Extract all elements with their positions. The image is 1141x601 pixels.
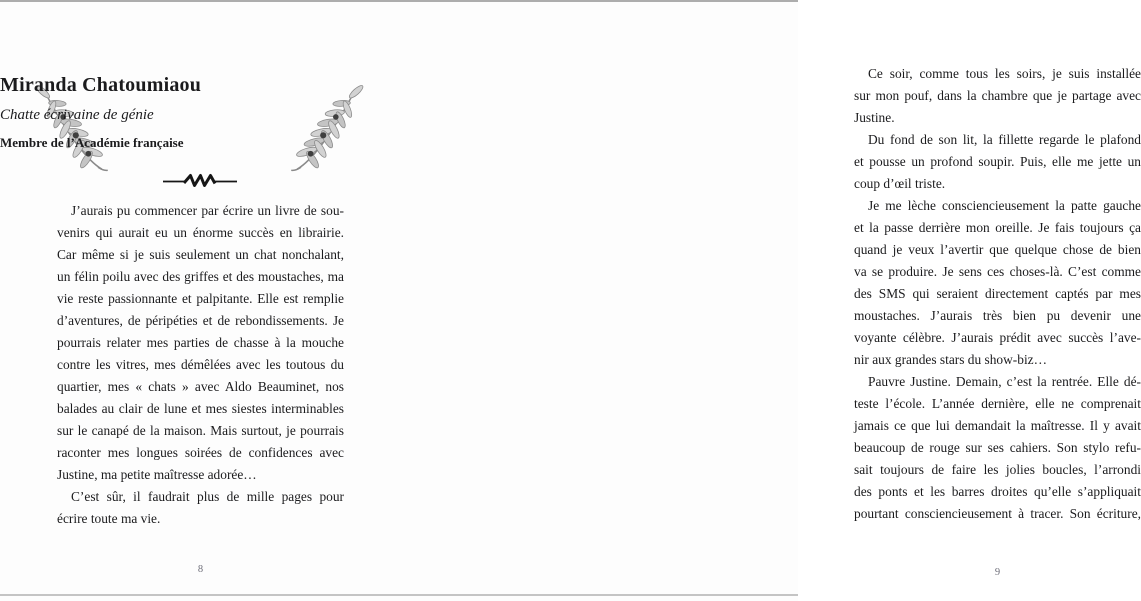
- text-line: et la passe derrière mon oreille. Je fais toujours ça: [854, 220, 1141, 235]
- text-line: Ce soir, comme tous les soirs, je suis installée: [868, 66, 1141, 81]
- right-page-text: [854, 63, 1141, 525]
- text-line: écrire toute ma vie.: [57, 511, 161, 526]
- olive-branch-left-icon: [28, 84, 110, 176]
- text-line: va se produire. Je sens ces choses-là. C’est comme: [854, 264, 1141, 279]
- text-line: moustaches. J’aurais très bien pu devenir une: [854, 308, 1141, 323]
- text-line: contre les vitres, mes démêlées avec les toutous du: [57, 357, 344, 372]
- text-line: Je me lèche consciencieusement la patte gauche: [868, 198, 1141, 213]
- rope-knot-divider-icon: [161, 172, 239, 190]
- text-line: venirs qui aurait eu un énorme succès en librairie.: [57, 225, 344, 240]
- text-line: sur mon pouf, dans la chambre que je partage avec: [854, 88, 1141, 103]
- text-line: quartier, mes « chats » avec Aldo Beauminet, nos: [57, 379, 344, 394]
- text-line: des ponts et les barres droites qu’elle s’appliquait: [854, 484, 1141, 499]
- text-line: Du fond de son lit, la fillette regarde le plafond: [868, 132, 1141, 147]
- text-line: pourrais relater mes parties de chasse à la mouche: [57, 335, 344, 350]
- text-line: sur le canapé de la maison. Mais surtout, je pourrais: [57, 423, 344, 438]
- paragraph: [854, 195, 1141, 371]
- text-line: coup d’œil triste.: [854, 176, 946, 191]
- text-line: des SMS qui seraient directement captés par mes: [854, 286, 1141, 301]
- left-page-text: [57, 200, 344, 530]
- page-number-right: 9: [994, 567, 1001, 578]
- text-line: J’aurais pu commencer par écrire un livre de sou-: [71, 203, 344, 218]
- olive-branch-right-icon: [289, 84, 371, 176]
- text-line: Justine, ma petite maîtresse adorée…: [57, 467, 257, 482]
- author-role: Chatte écrivaine de génie: [0, 107, 154, 123]
- text-line: Pauvre Justine. Demain, c’est la rentrée. Elle dé-: [868, 374, 1141, 389]
- text-line: voyante célèbre. J’aurais prédit avec succès l’ave-: [854, 330, 1141, 345]
- text-line: nir aux grandes stars du show-biz…: [854, 352, 1048, 367]
- text-line: raconter mes longues soirées de confidences avec: [57, 445, 344, 460]
- text-line: sait toujours de faire les jolies boucles, l’arrondi: [854, 462, 1141, 477]
- text-line: Justine.: [854, 110, 895, 125]
- paragraph: [854, 129, 1141, 195]
- text-line: et pousse un profond soupir. Puis, elle me jette un: [854, 154, 1141, 169]
- text-line: vie reste passionnante et palpitante. Elle est remplie: [57, 291, 344, 306]
- paragraph: [854, 371, 1141, 525]
- paragraph: [57, 486, 344, 530]
- right-page: [399, 0, 1141, 601]
- text-line: beaucoup de rouge sur ses cahiers. Son stylo refu-: [854, 440, 1141, 455]
- text-line: pourtant consciencieusement à tracer. Son écriture,: [854, 506, 1141, 521]
- text-line: teste l’école. L’année dernière, elle ne comprenait: [854, 396, 1141, 411]
- page-number-left: 8: [197, 564, 204, 575]
- left-page: [0, 0, 399, 601]
- text-line: un félin poilu avec des griffes et des moustaches, ma: [57, 269, 344, 284]
- text-line: C’est sûr, il faudrait plus de mille pages pour: [71, 489, 344, 504]
- paragraph: [57, 200, 344, 486]
- text-line: Car même si je suis seulement un chat nonchalant,: [57, 247, 344, 262]
- author-affiliation: Membre de l’Académie française: [0, 135, 184, 150]
- author-name: Miranda Chatoumiaou: [0, 74, 202, 96]
- paragraph: [854, 63, 1141, 129]
- text-line: quand je veux l’avertir que quelque chose de bien: [854, 242, 1141, 257]
- text-line: jamais ce que lui demandait la maîtresse. Il y avait: [854, 418, 1141, 433]
- text-line: d’aventures, de péripéties et de rebondissements. Je: [57, 313, 344, 328]
- text-line: balades au clair de lune et mes siestes interminables: [57, 401, 344, 416]
